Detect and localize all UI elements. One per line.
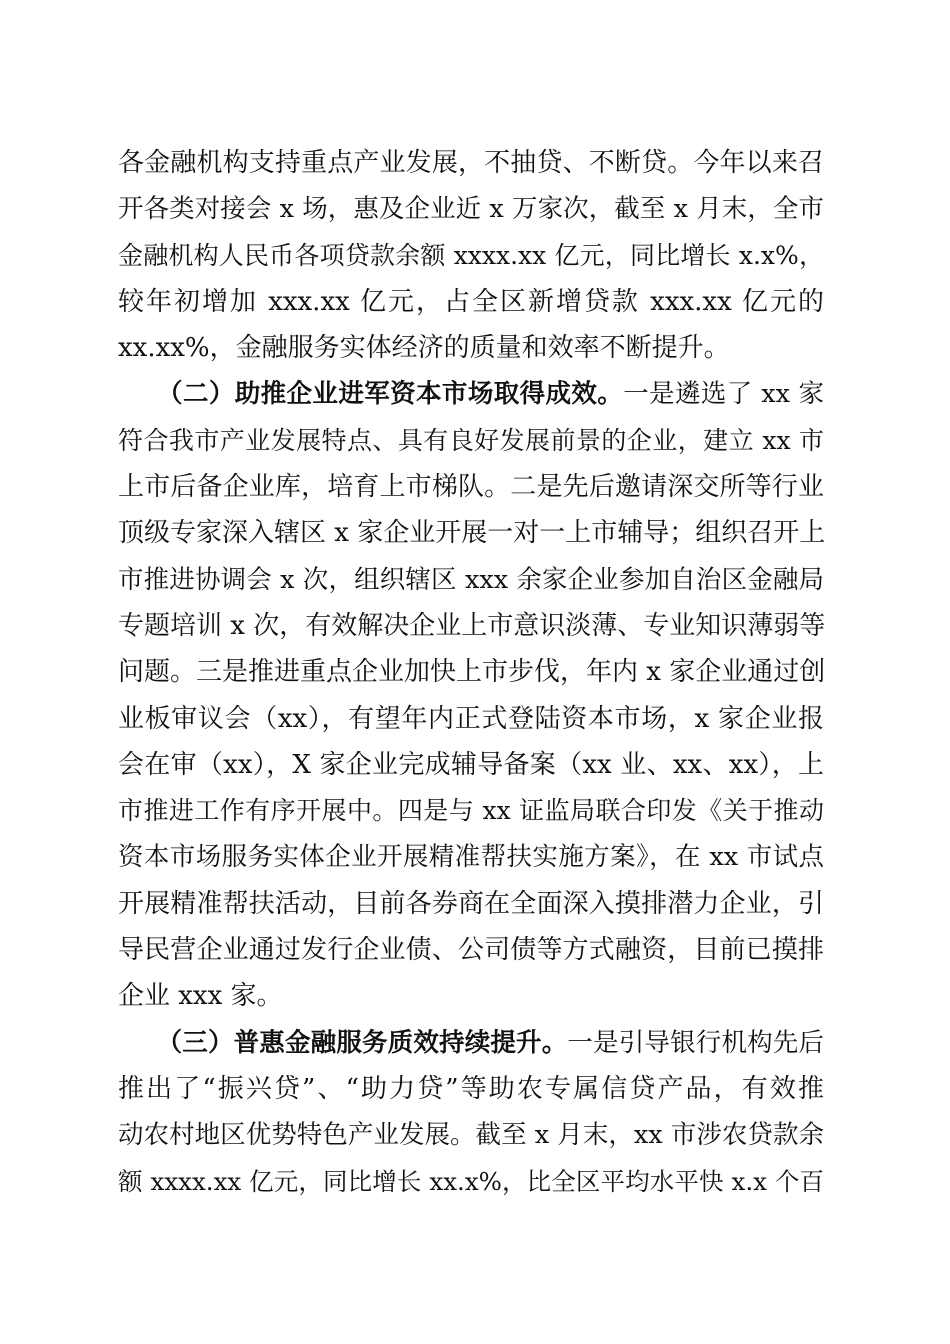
text-line: 推出了“振兴贷”、“助力贷”等助农专属信贷产品，有效推 <box>118 1073 824 1104</box>
text-line: 符合我市产业发展特点、具有良好发展前景的企业，建立 xx 市 <box>118 425 824 455</box>
text-line: 专题培训 x 次，有效解决企业上市意识淡薄、专业知识薄弱等 <box>118 610 826 641</box>
section-heading-two: （二）助推企业进军资本市场取得成效。 <box>169 379 624 410</box>
text-line: 企业 xxx 家。 <box>118 981 283 1012</box>
text-line: 资本市场服务实体企业开展精准帮扶实施方案》，在 xx 市试点 <box>118 842 824 873</box>
text-line: 业板审议会（xx），有望年内正式登陆资本市场，x 家企业报 <box>118 703 824 734</box>
paragraph-capital-market <box>118 371 824 1019</box>
text-line: xx.xx%，金融服务实体经济的质量和效率不断提升。 <box>118 333 730 364</box>
section-heading-three: （三）普惠金融服务质效持续提升。 <box>169 1027 568 1058</box>
paragraph-loans <box>118 140 824 371</box>
text-line: 开展精准帮扶活动，目前各券商在全面深入摸排潜力企业，引 <box>118 888 824 919</box>
text-line: 上市后备企业库，培育上市梯队。二是先后邀请深交所等行业 <box>118 472 824 503</box>
paragraph-inclusive-finance <box>118 1020 824 1205</box>
text-line: 导民营企业通过发行企业债、公司债等方式融资，目前已摸排 <box>118 935 824 966</box>
text-line: 市推进协调会 x 次，组织辖区 xxx 余家企业参加自治区金融局 <box>118 564 824 595</box>
text-line <box>118 1020 824 1066</box>
text-line: 开各类对接会 x 场，惠及企业近 x 万家次，截至 x 月末，全市 <box>118 194 824 225</box>
text-line: 顶级专家深入辖区 x 家企业开展一对一上市辅导；组织召开上 <box>118 518 826 549</box>
document-body <box>118 140 824 1205</box>
text-line: 动农村地区优势特色产业发展。截至 x 月末，xx 市涉农贷款余 <box>118 1120 824 1151</box>
text-line: 额 xxxx.xx 亿元，同比增长 xx.x%，比全区平均水平快 x.x 个百 <box>118 1166 824 1196</box>
text-run: 一是遴选了 xx 家 <box>623 379 824 410</box>
text-line: 金融机构人民币各项贷款余额 xxxx.xx 亿元，同比增长 x.x%， <box>118 240 824 270</box>
text-line: 各金融机构支持重点产业发展，不抽贷、不断贷。今年以来召 <box>118 148 824 178</box>
text-line: 市推进工作有序开展中。四是与 xx 证监局联合印发《关于推动 <box>118 796 824 826</box>
text-line: 较年初增加 xxx.xx 亿元，占全区新增贷款 xxx.xx 亿元的 <box>118 286 824 317</box>
text-line: 问题。三是推进重点企业加快上市步伐，年内 x 家企业通过创 <box>118 657 826 688</box>
text-run: 一是引导银行机构先后 <box>567 1027 824 1058</box>
text-line: 会在审（xx），X 家企业完成辅导备案（xx 业、xx、xx），上 <box>118 749 824 780</box>
text-line <box>118 371 824 417</box>
